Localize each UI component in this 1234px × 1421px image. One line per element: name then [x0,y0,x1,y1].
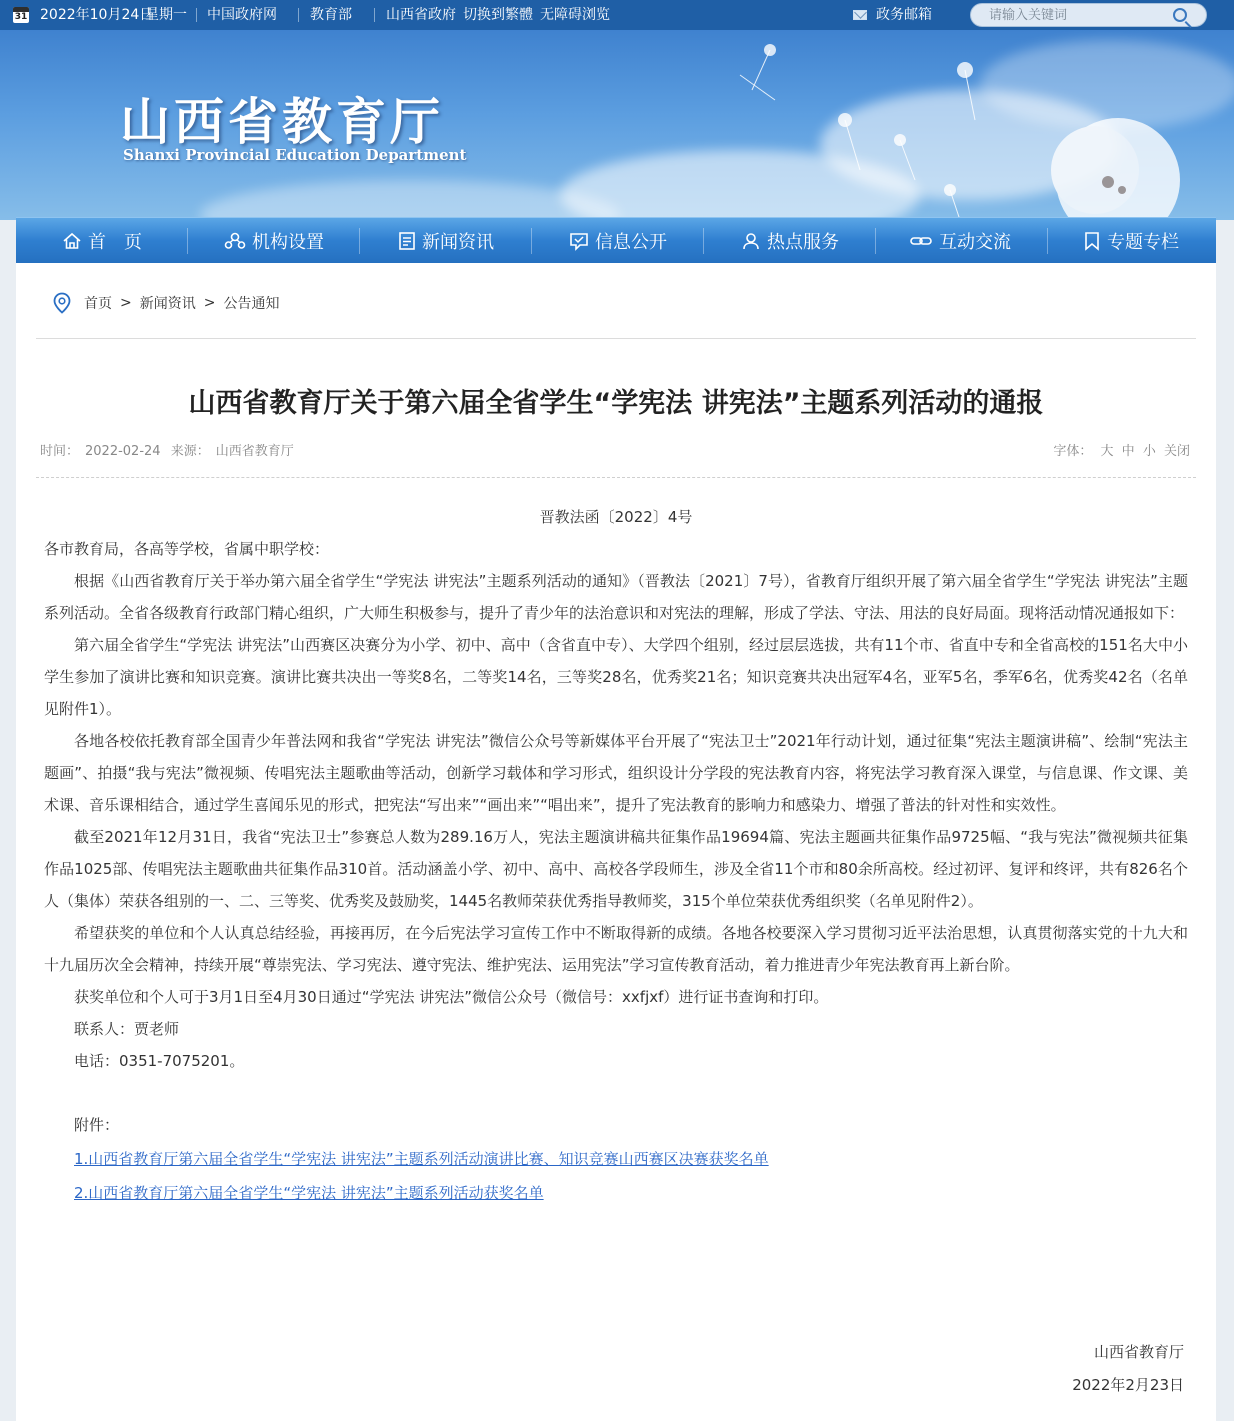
paragraph: 获奖单位和个人可于3月1日至4月30日通过“学宪法 讲宪法”微信公众号（微信号：xxfjxf）进行证书查询和打印。 [74,988,829,1006]
article-meta: 时间： 2022-02-24 来源： 山西省教育厅 [40,444,294,459]
site-subtitle: Shanxi Provincial Education Department [123,146,467,164]
nav-hot-services[interactable]: 热点服务 [741,218,839,264]
search-input[interactable] [989,6,1169,24]
news-icon [398,231,416,251]
breadcrumb-news[interactable]: 新闻资讯 [139,296,196,312]
paragraph: 截至2021年12月31日，我省“宪法卫士”参赛总人数为289.16万人，宪法主题演讲稿共征集作品19694篇、宪法主题画共征集作品9725幅、“我与宪法”微视频共征集作品1025部、传唱宪法主题歌曲共征集作品310首。活动涵盖小学、初中、高中、高校各学段师生，涉及全省11个市和80余所高校。经过初评、复评和终评，共有826名个人（集体）荣获各组别的一、二、三等奖、优秀奖及鼓励奖，1445名教师荣获优秀指导教师奖，315个单位荣获优秀组织奖（名单见附件2）。 [44,828,1188,910]
info-icon [569,231,589,251]
contact-phone: 电话：0351-7075201。 [74,1052,245,1070]
paragraph: 各地各校依托教育部全国青少年普法网和我省“学宪法 讲宪法”微信公众号等新媒体平台开展了“宪法卫士”2021年行动计划，通过征集“宪法主题演讲稿”、绘制“宪法主题画”、拍摄“我与宪法”微视频、传唱宪法主题歌曲等活动，创新学习载体和学习形式，组织设计分学段的宪法教育内容，将宪法学习教育深入课堂，与信息课、作文课、美术课、音乐课相结合，通过学生喜闻乐见的形式，把宪法“写出来”“画出来”“唱出来”，提升了宪法教育的影响力和感染力、增强了普法的针对性和实效性。 [44,732,1188,814]
link-traditional[interactable]: 切换到繁體 [463,7,533,23]
site-title: 山西省教育厅 [120,92,444,151]
document-number: 晋教法函〔2022〕4号 [539,508,693,526]
article-source: 山西省教育厅 [215,444,294,459]
breadcrumb: 首页 > 新闻资讯 > 公告通知 [52,291,279,315]
org-icon [224,231,246,251]
article-title: 山西省教育厅关于第六届全省学生“学宪法 讲宪法”主题系列活动的通报 [188,388,1044,419]
font-medium-button[interactable]: 中 [1121,444,1135,459]
salutation: 各市教育局，各高等学校，省属中职学校： [44,540,330,558]
search-icon[interactable] [1173,8,1187,22]
nav-home[interactable]: 首 页 [62,218,142,264]
nav-interaction[interactable]: 互动交流 [909,218,1011,264]
article-body [44,501,1188,1209]
attachments-label: 附件： [74,1116,120,1134]
search-box [970,3,1207,27]
link-shanxi-gov[interactable]: 山西省政府 [386,7,456,23]
signature-org: 山西省教育厅 [1093,1343,1184,1361]
location-pin-icon [52,292,72,314]
font-size-controls: 字体： 大 中 小 关闭 [1053,444,1190,459]
paragraph: 根据《山西省教育厅关于举办第六届全省学生“学宪法 讲宪法”主题系列活动的通知》（晋教法〔2021〕7号），省教育厅组织开展了第六届全省学生“学宪法 讲宪法”主题系列活动。全省各级教育行政部门精心组织，广大师生积极参与，提升了青少年的法治意识和对宪法的理解，形成了学法、守法、用法的良好局面。现将活动情况通报如下： [44,572,1188,622]
calendar-icon: 31 [13,7,29,23]
paragraph: 第六届全省学生“学宪法 讲宪法”山西赛区决赛分为小学、初中、高中（含省直中专）、大学四个组别，经过层层选拔，共有11个市、省直中专和全省高校的151名大中小学生参加了演讲比赛和知识竞赛。演讲比赛共决出一等奖8名，二等奖14名，三等奖28名，优秀奖21名；知识竞赛共决出冠军4名，亚军5名，季军6名，优秀奖42名（名单见附件1）。 [44,636,1188,718]
close-button[interactable]: 关闭 [1163,444,1190,459]
current-date: 2022年10月24日 [40,7,154,23]
mail-icon [853,10,867,20]
bookmark-icon [1083,231,1101,251]
link-gov-mail[interactable]: 政务邮箱 [876,7,932,23]
contact-person: 联系人：贾老师 [74,1020,180,1038]
site-banner [0,30,1234,220]
signature-date: 2022年2月23日 [1072,1376,1184,1394]
attachment-link-2[interactable]: 2.山西省教育厅第六届全省学生“学宪法 讲宪法”主题系列活动获奖名单 [74,1184,544,1202]
paragraph: 希望获奖的单位和个人认真总结经验，再接再厉，在今后宪法学习宣传工作中不断取得新的成绩。各地各校要深入学习贯彻习近平法治思想，认真贯彻落实党的十九大和十九届历次全会精神，持续开展“尊崇宪法、学习宪法、遵守宪法、维护宪法、运用宪法”学习宣传教育活动，着力推进青少年宪法教育再上新台阶。 [44,924,1188,974]
content-panel [16,263,1216,1421]
link-icon [909,231,933,251]
current-weekday: 星期一 [145,7,187,23]
nav-info-disclosure[interactable]: 信息公开 [569,218,667,264]
attachment-link-1[interactable]: 1.山西省教育厅第六届全省学生“学宪法 讲宪法”主题系列活动演讲比赛、知识竞赛山西赛区决赛获奖名单 [74,1150,769,1168]
link-moe[interactable]: 教育部 [310,7,352,23]
article-date: 2022-02-24 [85,444,161,459]
home-icon [62,231,82,251]
breadcrumb-notices[interactable]: 公告通知 [223,296,280,312]
divider-dashed [36,477,1196,478]
top-bar [0,0,1234,30]
main-nav [16,217,1216,263]
nav-organization[interactable]: 机构设置 [224,218,324,264]
nav-news[interactable]: 新闻资讯 [398,218,494,264]
font-large-button[interactable]: 大 [1100,444,1114,459]
breadcrumb-home[interactable]: 首页 [84,296,112,312]
service-icon [741,231,761,251]
link-accessibility[interactable]: 无障碍浏览 [540,7,610,23]
font-small-button[interactable]: 小 [1142,444,1156,459]
nav-special-topics[interactable]: 专题专栏 [1083,218,1179,264]
divider [36,338,1196,339]
link-gov-cn[interactable]: 中国政府网 [207,7,277,23]
